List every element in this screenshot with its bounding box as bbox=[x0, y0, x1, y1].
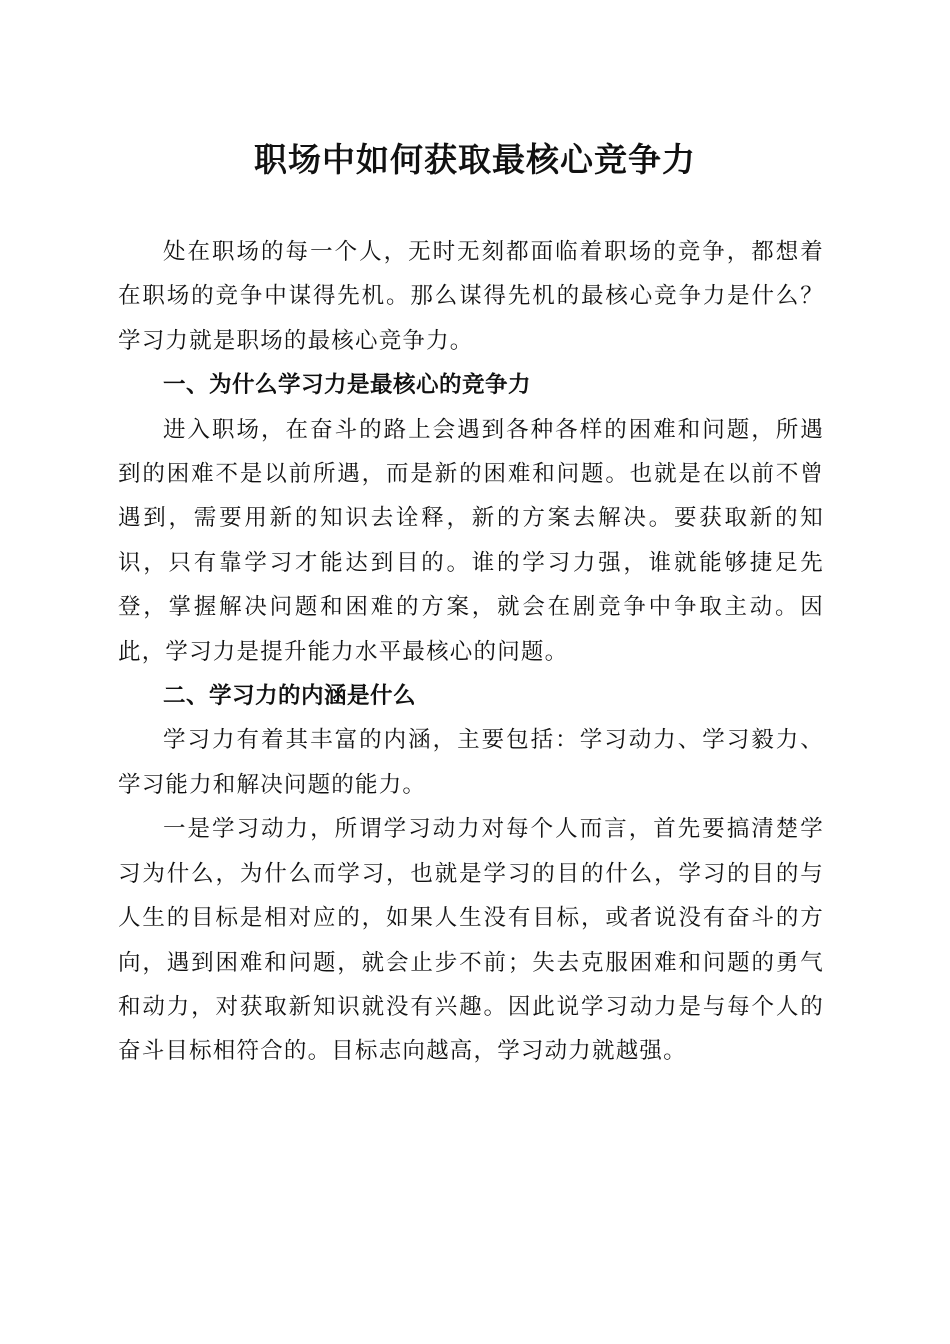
section-2-paragraph-1: 学习力有着其丰富的内涵，主要包括：学习动力、学习毅力、学习能力和解决问题的能力。 bbox=[118, 727, 824, 798]
document-body bbox=[118, 230, 824, 1074]
section-1-heading: 一、为什么学习力是最核心的竞争力 bbox=[163, 372, 532, 399]
intro-paragraph: 处在职场的每一个人，无时无刻都面临着职场的竞争，都想着在职场的竞争中谋得先机。那么谋得先机的最核心竞争力是什么？学习力就是职场的最核心竞争力。 bbox=[118, 239, 824, 354]
section-2-heading: 二、学习力的内涵是什么 bbox=[163, 683, 417, 710]
section-2-paragraph-2: 一是学习动力，所谓学习动力对每个人而言，首先要搞清楚学习为什么，为什么而学习，也就是学习的目的什么，学习的目的与人生的目标是相对应的，如果人生没有目标，或者说没有奋斗的方向，遇到困难和问题，就会止步不前；失去克服困难和问题的勇气和动力，对获取新知识就没有兴趣。因此说学习动力是与每个人的奋斗目标相符合的。目标志向越高，学习动力就越强。 bbox=[118, 816, 824, 1065]
section-1-paragraph: 进入职场，在奋斗的路上会遇到各种各样的困难和问题，所遇到的困难不是以前所遇，而是新的困难和问题。也就是在以前不曾遇到，需要用新的知识去诠释，新的方案去解决。要获取新的知识，只有靠学习才能达到目的。谁的学习力强，谁就能够捷足先登，掌握解决问题和困难的方案，就会在剧竞争中争取主动。因此，学习力是提升能力水平最核心的问题。 bbox=[118, 416, 824, 665]
page-title: 职场中如何获取最核心竞争力 bbox=[254, 140, 696, 179]
